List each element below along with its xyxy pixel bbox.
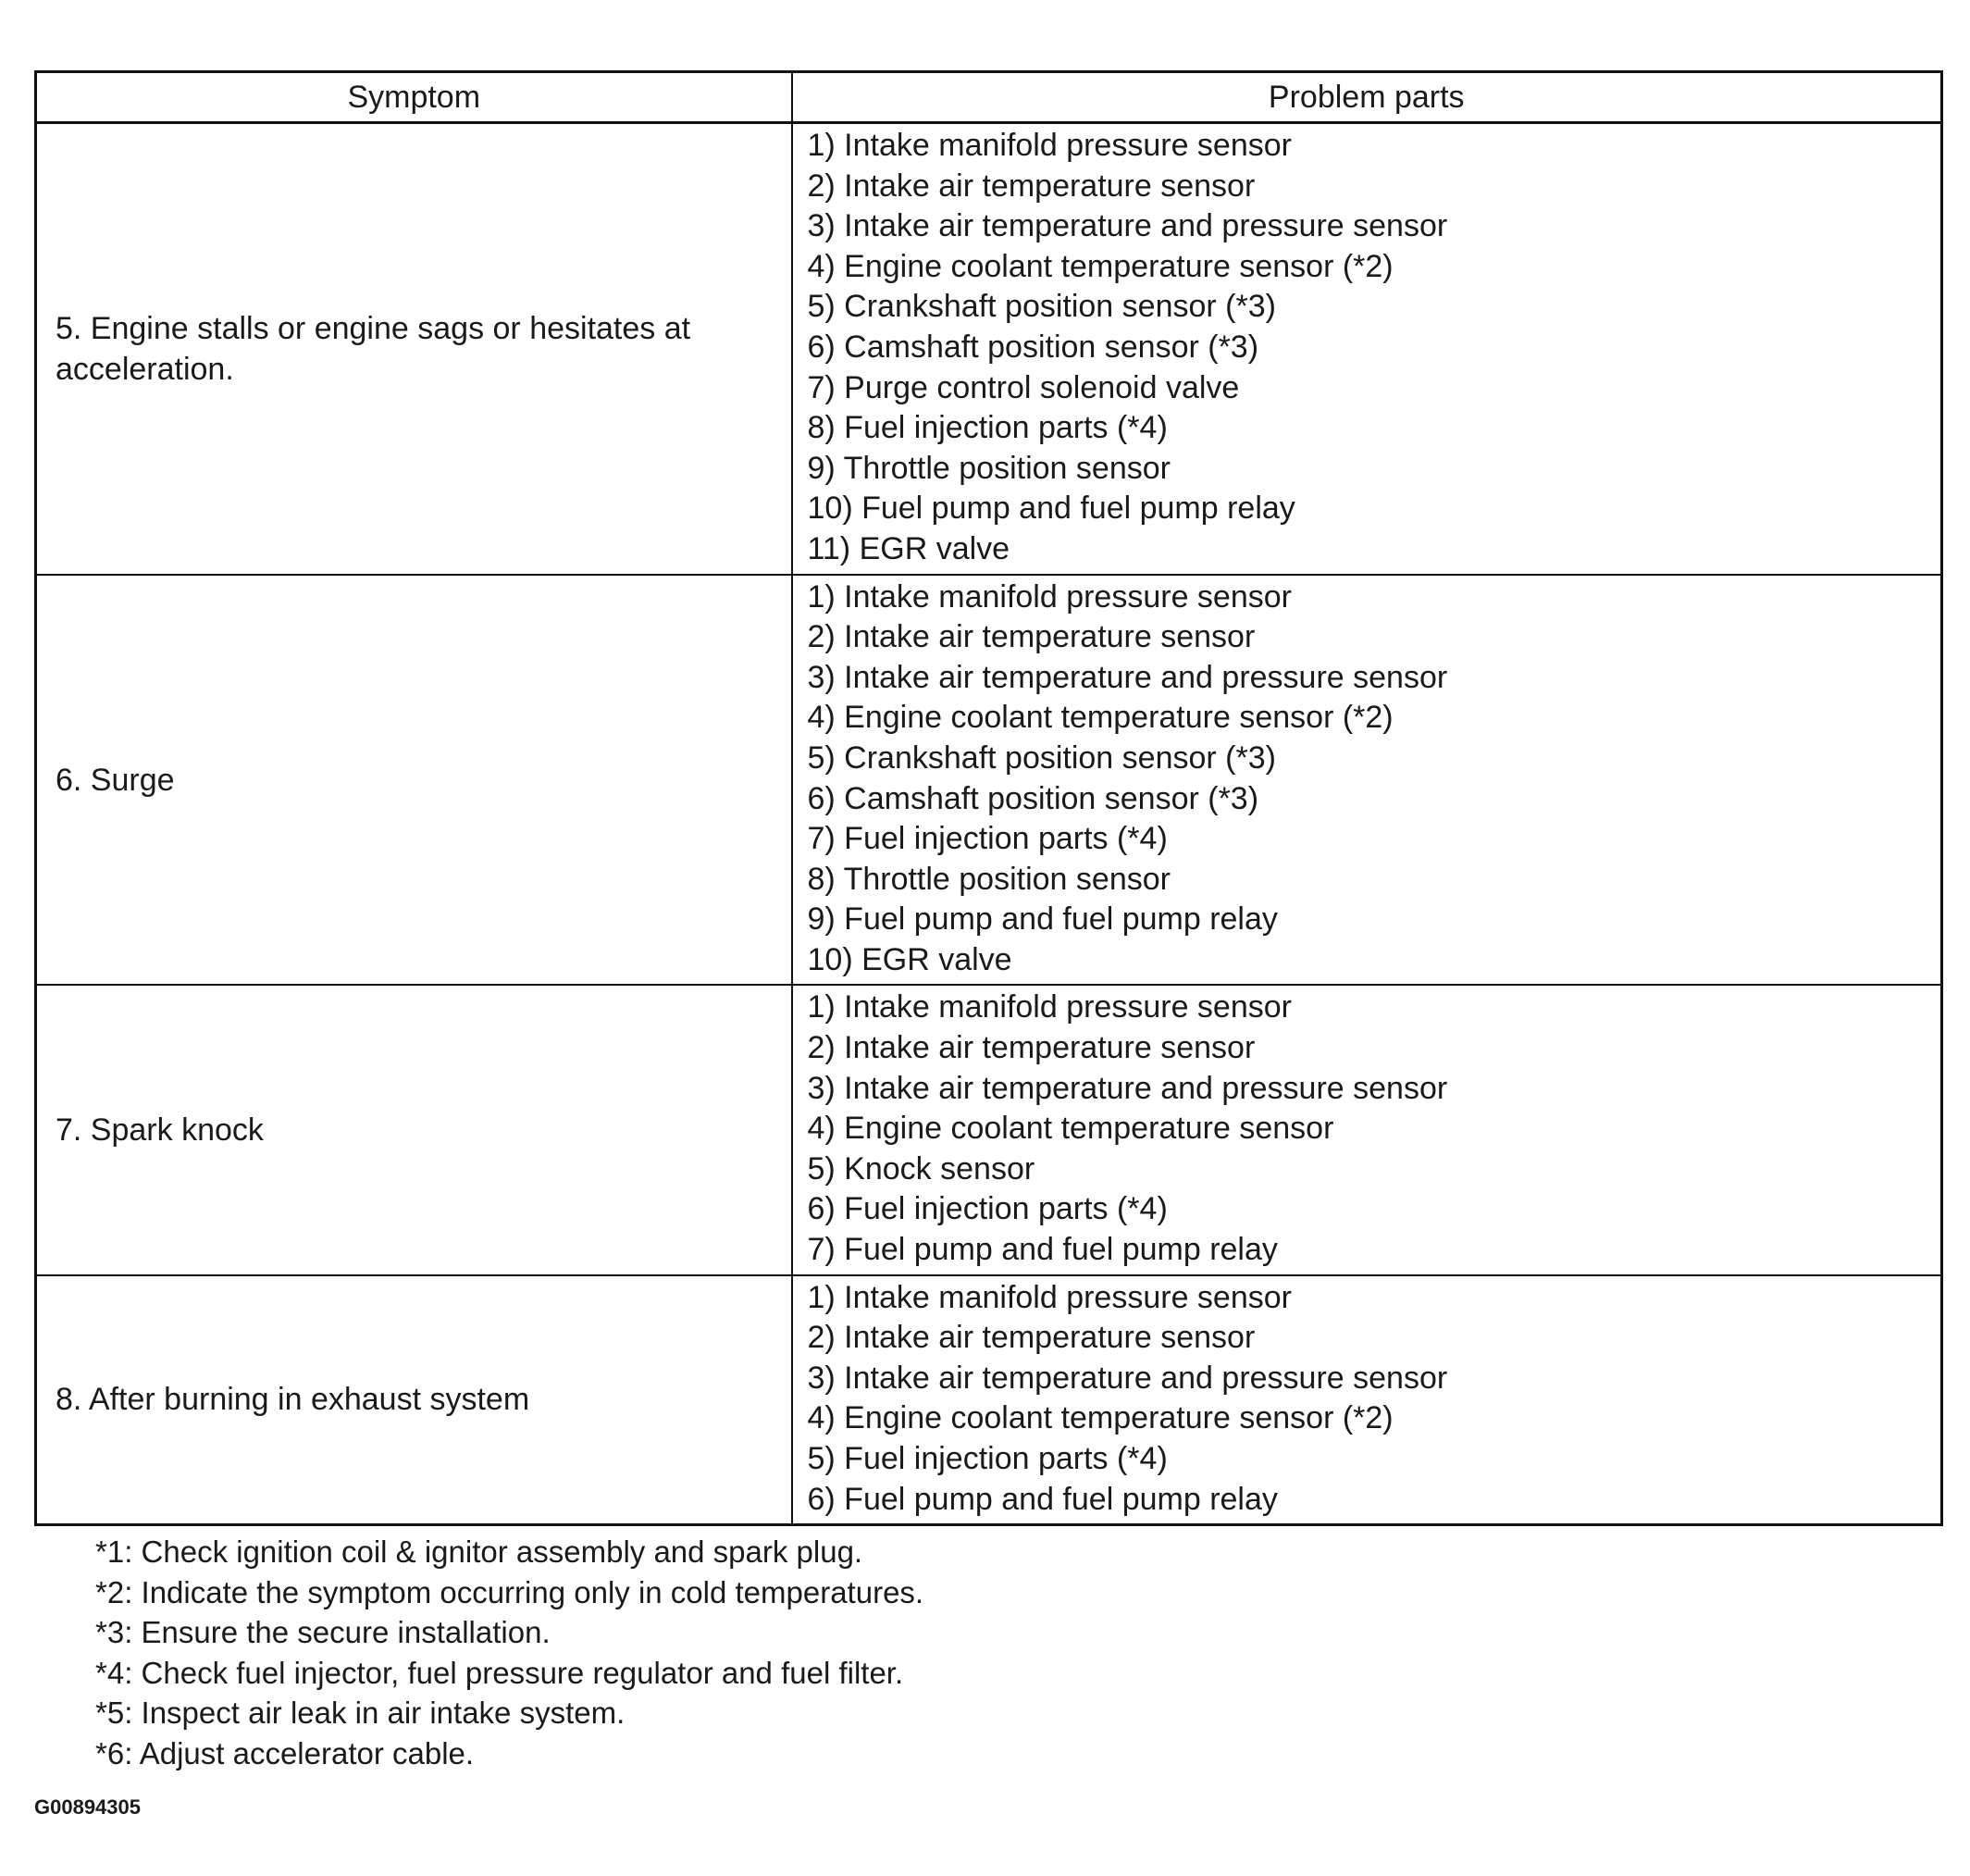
list-item: 9) Fuel pump and fuel pump relay bbox=[807, 901, 1278, 938]
problem-parts-cell bbox=[792, 575, 1942, 986]
list-item: 10) Fuel pump and fuel pump relay bbox=[807, 491, 1295, 527]
problem-parts-list bbox=[808, 578, 1927, 981]
list-item: 4) Engine coolant temperature sensor (*2) bbox=[807, 248, 1394, 284]
footnote: *3: Ensure the secure installation. bbox=[95, 1615, 551, 1650]
problem-parts-list bbox=[808, 988, 1927, 1270]
list-item: 2) Intake air temperature sensor bbox=[807, 168, 1256, 204]
table-row bbox=[36, 1275, 1942, 1525]
list-item: 1) Intake manifold pressure sensor bbox=[807, 1279, 1292, 1315]
list-item: 2) Intake air temperature sensor bbox=[807, 1030, 1256, 1066]
problem-parts-cell bbox=[792, 123, 1942, 575]
footnote: *2: Indicate the symptom occurring only in cold temperatures. bbox=[95, 1574, 924, 1609]
symptom-cell: 6. Surge bbox=[36, 575, 792, 986]
list-item: 3) Intake air temperature and pressure sensor bbox=[807, 1070, 1448, 1106]
diagnosis-table bbox=[34, 70, 1943, 1526]
symptom-cell: 8. After burning in exhaust system bbox=[36, 1275, 792, 1525]
list-item: 6) Camshaft position sensor (*3) bbox=[807, 780, 1259, 816]
list-item: 7) Purge control solenoid valve bbox=[807, 369, 1240, 405]
document-page bbox=[34, 70, 1940, 1773]
problem-parts-cell bbox=[792, 1275, 1942, 1525]
list-item: 6) Camshaft position sensor (*3) bbox=[807, 329, 1259, 365]
symptom-cell: 5. Engine stalls or engine sags or hesitates at acceleration. bbox=[36, 123, 792, 575]
symptom-column-header: Symptom bbox=[36, 72, 792, 123]
list-item: 5) Crankshaft position sensor (*3) bbox=[807, 739, 1276, 776]
list-item: 1) Intake manifold pressure sensor bbox=[807, 578, 1292, 615]
table-row bbox=[36, 575, 1942, 986]
list-item: 5) Knock sensor bbox=[807, 1150, 1035, 1186]
list-item: 2) Intake air temperature sensor bbox=[807, 619, 1256, 655]
list-item: 8) Fuel injection parts (*4) bbox=[807, 410, 1168, 446]
footnote: *5: Inspect air leak in air intake system. bbox=[95, 1696, 626, 1731]
list-item: 3) Intake air temperature and pressure sensor bbox=[807, 659, 1448, 695]
footnote: *6: Adjust accelerator cable. bbox=[95, 1735, 475, 1770]
footnotes bbox=[34, 1532, 1940, 1773]
list-item: 1) Intake manifold pressure sensor bbox=[807, 128, 1292, 163]
list-item: 7) Fuel pump and fuel pump relay bbox=[807, 1232, 1278, 1268]
symptom-cell: 7. Spark knock bbox=[36, 985, 792, 1274]
list-item: 11) EGR valve bbox=[807, 530, 1010, 566]
table-row bbox=[36, 123, 1942, 575]
footnote: *4: Check fuel injector, fuel pressure regulator and fuel filter. bbox=[95, 1655, 904, 1690]
problem-parts-column-header: Problem parts bbox=[792, 72, 1942, 123]
problem-parts-list bbox=[808, 1278, 1927, 1521]
list-item: 6) Fuel injection parts (*4) bbox=[807, 1191, 1168, 1227]
list-item: 7) Fuel injection parts (*4) bbox=[807, 821, 1168, 857]
list-item: 5) Fuel injection parts (*4) bbox=[807, 1441, 1168, 1476]
list-item: 3) Intake air temperature and pressure sensor bbox=[807, 1360, 1448, 1396]
list-item: 5) Crankshaft position sensor (*3) bbox=[807, 289, 1276, 325]
table-body bbox=[36, 123, 1942, 1525]
footnote: *1: Check ignition coil & ignitor assembly and spark plug. bbox=[95, 1534, 863, 1570]
table-header-row bbox=[36, 72, 1942, 123]
problem-parts-cell bbox=[792, 985, 1942, 1274]
list-item: 3) Intake air temperature and pressure sensor bbox=[807, 208, 1448, 244]
list-item: 8) Throttle position sensor bbox=[807, 861, 1171, 897]
list-item: 4) Engine coolant temperature sensor (*2) bbox=[807, 1400, 1394, 1436]
list-item: 10) EGR valve bbox=[807, 941, 1012, 977]
list-item: 4) Engine coolant temperature sensor (*2) bbox=[807, 700, 1394, 736]
table-row bbox=[36, 985, 1942, 1274]
list-item: 9) Throttle position sensor bbox=[807, 450, 1171, 486]
list-item: 1) Intake manifold pressure sensor bbox=[807, 989, 1292, 1025]
problem-parts-list bbox=[808, 126, 1927, 570]
list-item: 4) Engine coolant temperature sensor bbox=[807, 1111, 1334, 1147]
list-item: 6) Fuel pump and fuel pump relay bbox=[807, 1481, 1278, 1517]
figure-id: G00894305 bbox=[34, 1795, 141, 1819]
list-item: 2) Intake air temperature sensor bbox=[807, 1320, 1256, 1356]
